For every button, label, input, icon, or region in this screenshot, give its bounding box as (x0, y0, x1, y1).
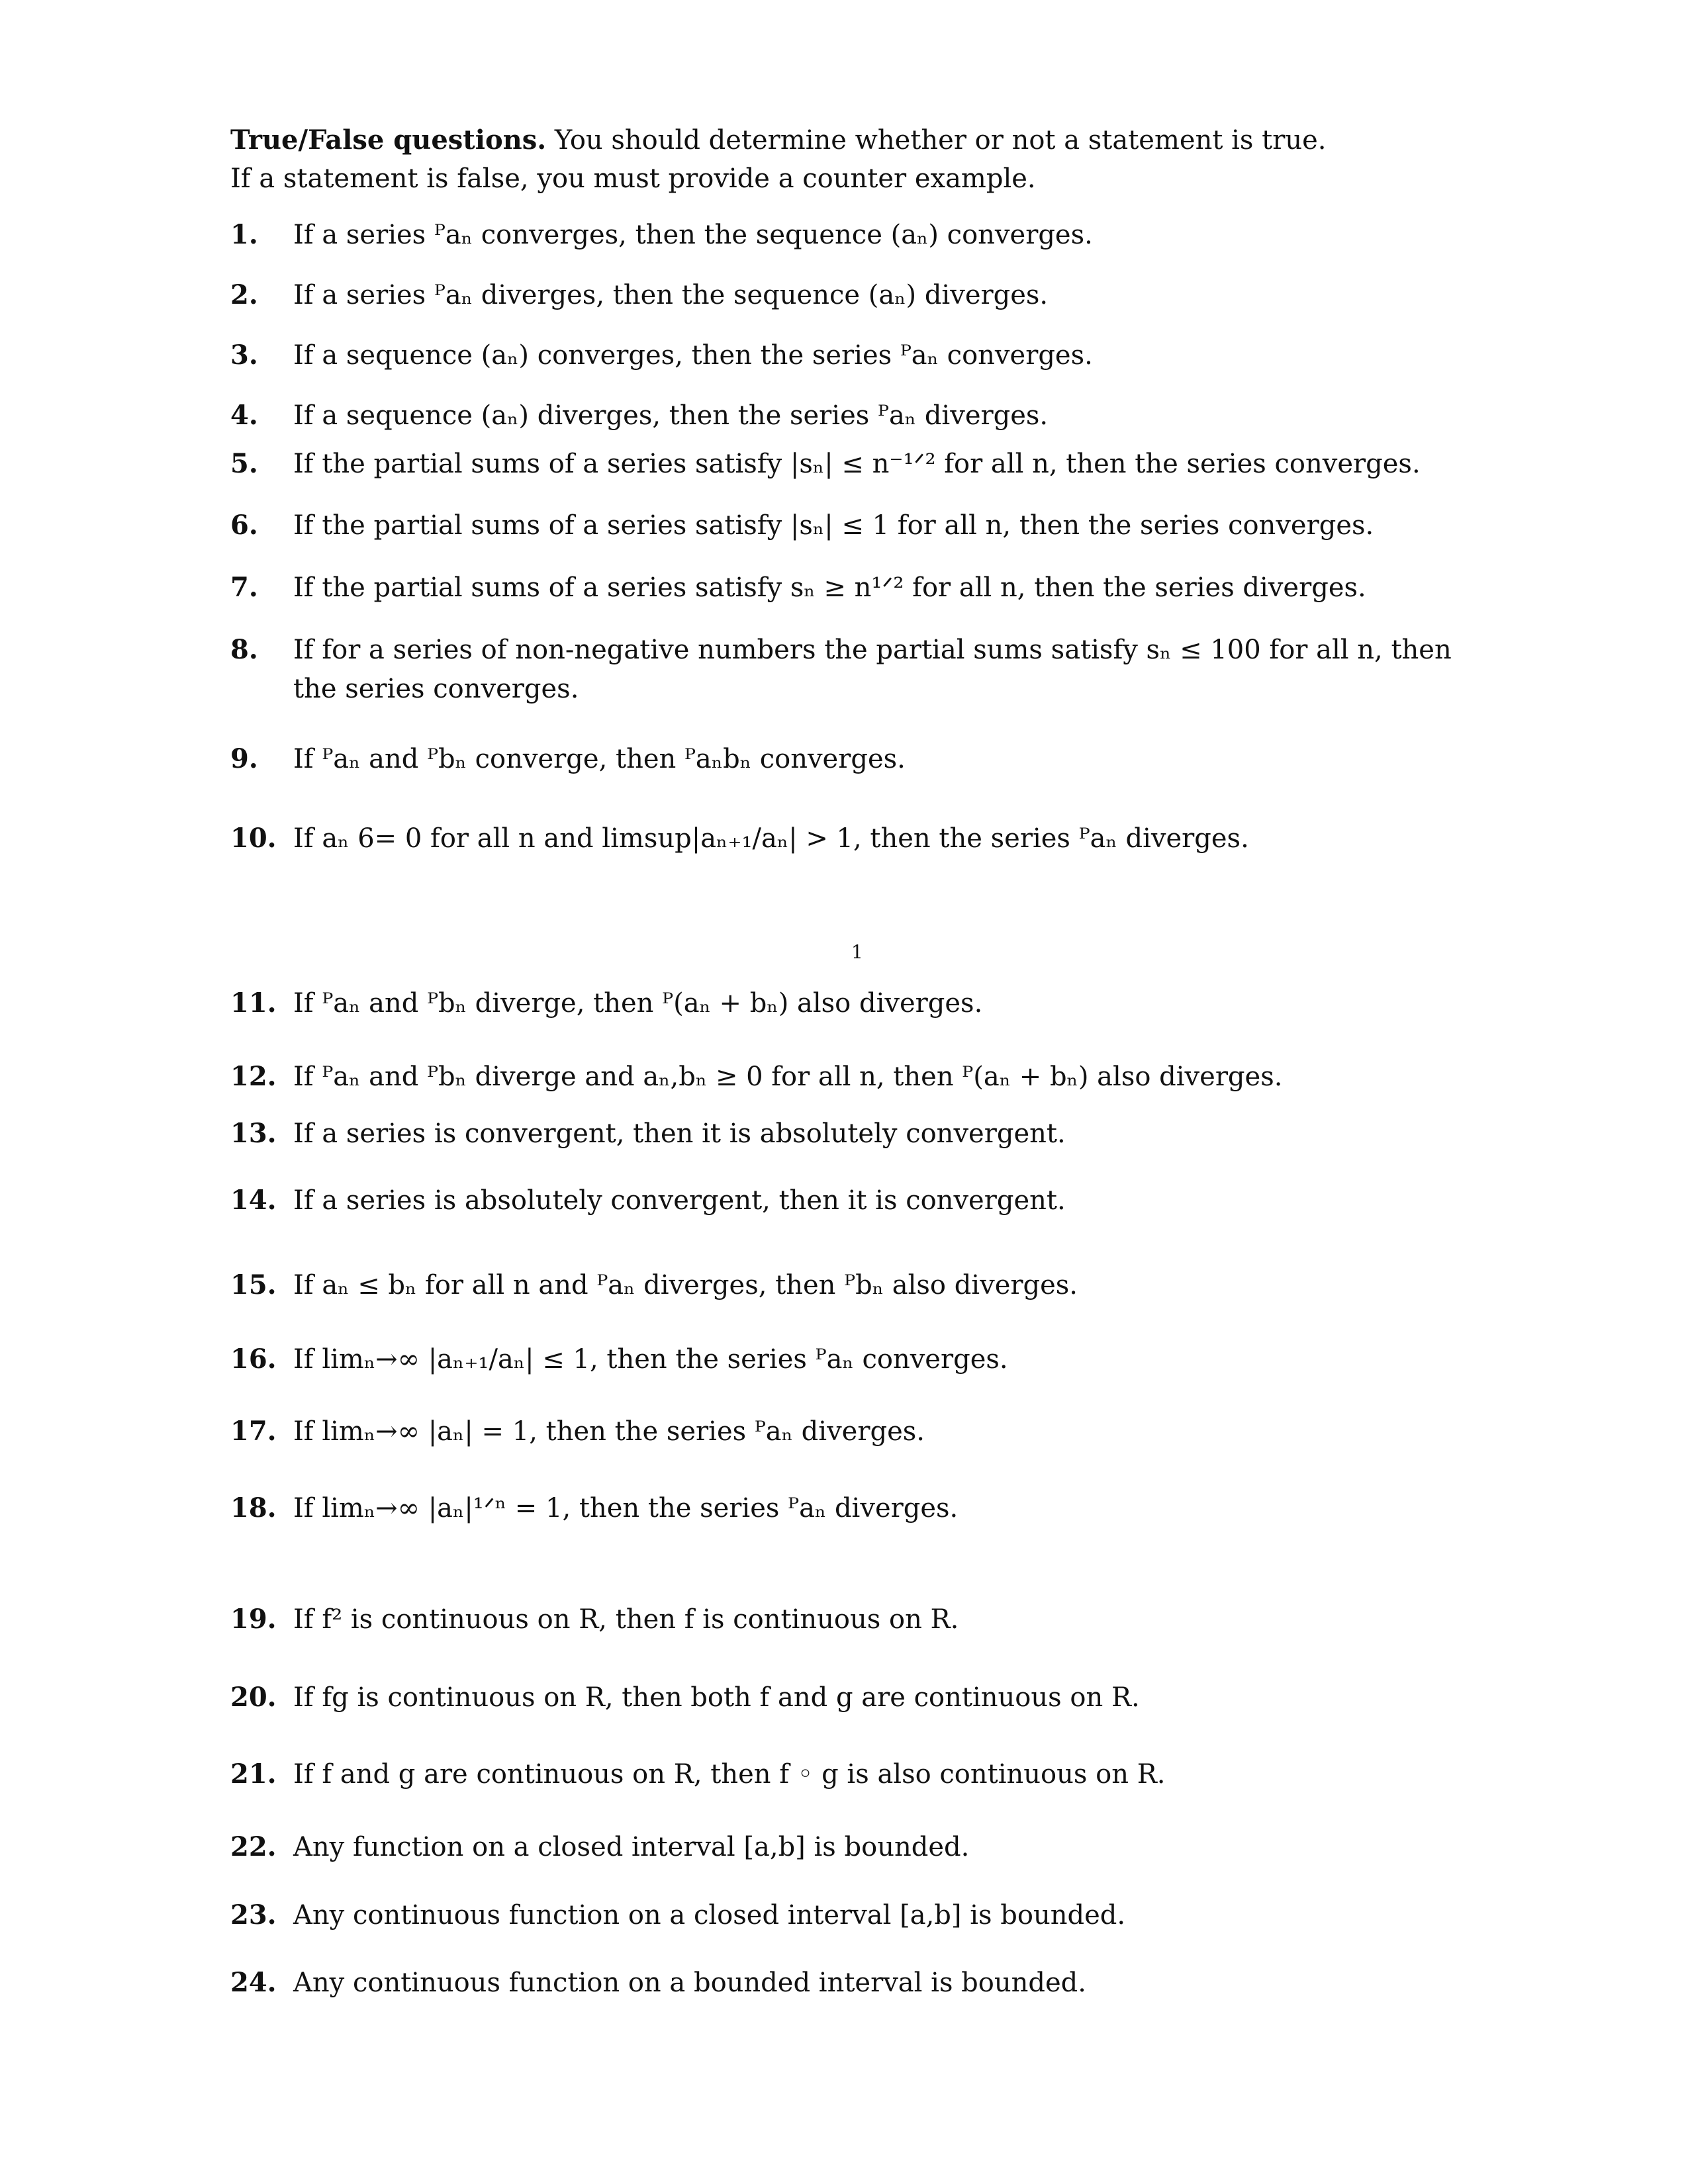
question-number: 4. (230, 400, 258, 431)
question-number: 15. (230, 1269, 277, 1300)
question-number: 7. (230, 572, 258, 603)
question-number: 12. (230, 1061, 277, 1092)
question-text: If the partial sums of a series satisfy sₙ ≥ n¹ᐟ² for all n, then the series diverges. (293, 572, 1366, 603)
question-21 (230, 1755, 1166, 1794)
question-text: If fg is continuous on R, then both f and g are continuous on R. (293, 1682, 1140, 1713)
question-text: If ᴾaₙ and ᴾbₙ diverge and aₙ,bₙ ≥ 0 for all n, then ᴾ(aₙ + bₙ) also diverges. (293, 1062, 1283, 1092)
question-8-continuation: the series converges. (293, 674, 579, 704)
question-7 (230, 569, 1366, 607)
question-text: If aₙ ≤ bₙ for all n and ᴾaₙ diverges, then ᴾbₙ also diverges. (293, 1270, 1078, 1300)
question-5 (230, 445, 1421, 483)
question-10 (230, 819, 1249, 858)
question-number: 3. (230, 340, 258, 371)
question-number: 24. (230, 1967, 277, 1998)
question-number: 1. (230, 219, 258, 250)
question-number: 10. (230, 823, 277, 854)
question-19 (230, 1600, 959, 1639)
question-text: If a sequence (aₙ) converges, then the series ᴾaₙ converges. (293, 340, 1093, 371)
question-6 (230, 506, 1374, 545)
question-number: 9. (230, 743, 258, 774)
question-number: 20. (230, 1682, 277, 1713)
question-number: 17. (230, 1416, 277, 1447)
question-4 (230, 396, 1048, 435)
question-8 (230, 631, 1452, 669)
question-number: 11. (230, 987, 277, 1019)
intro-line-2: If a statement is false, you must provide a counter example. (230, 163, 1036, 194)
question-16 (230, 1340, 1008, 1379)
question-number: 13. (230, 1118, 277, 1149)
intro-heading: True/False questions. (230, 124, 547, 156)
question-12 (230, 1058, 1282, 1096)
question-1 (230, 216, 1093, 254)
question-text: If limₙ→∞ |aₙ₊₁/aₙ| ≤ 1, then the series ᴾaₙ converges. (293, 1344, 1008, 1375)
question-text: If limₙ→∞ |aₙ|¹ᐟⁿ = 1, then the series ᴾaₙ diverges. (293, 1493, 959, 1524)
question-number: 19. (230, 1604, 277, 1635)
question-number: 22. (230, 1831, 277, 1862)
question-text: If f and g are continuous on R, then f ◦ g is also continuous on R. (293, 1759, 1166, 1790)
question-text: If the partial sums of a series satisfy |sₙ| ≤ n⁻¹ᐟ² for all n, then the series converges. (293, 449, 1421, 479)
question-text: If ᴾaₙ and ᴾbₙ diverge, then ᴾ(aₙ + bₙ) also diverges. (293, 988, 983, 1019)
question-text: Any function on a closed interval [a,b] is bounded. (293, 1832, 970, 1862)
question-text: If a sequence (aₙ) diverges, then the series ᴾaₙ diverges. (293, 400, 1049, 431)
question-number: 14. (230, 1185, 277, 1216)
question-text: If for a series of non-negative numbers the partial sums satisfy sₙ ≤ 100 for all n, then (293, 635, 1452, 665)
question-text: If limₙ→∞ |aₙ| = 1, then the series ᴾaₙ diverges. (293, 1416, 925, 1447)
page-number: 1 (851, 941, 863, 963)
question-text: If a series ᴾaₙ diverges, then the sequence (aₙ) diverges. (293, 280, 1049, 310)
question-number: 2. (230, 279, 258, 310)
question-number: 23. (230, 1899, 277, 1931)
intro-line-1 (230, 124, 1327, 156)
question-number: 6. (230, 510, 258, 541)
question-text: If f² is continuous on R, then f is continuous on R. (293, 1604, 959, 1635)
question-number: 5. (230, 448, 258, 479)
question-2 (230, 276, 1048, 314)
question-number: 18. (230, 1492, 277, 1524)
question-text: If aₙ 6= 0 for all n and limsup|aₙ₊₁/aₙ| > 1, then the series ᴾaₙ diverges. (293, 823, 1249, 854)
question-number: 8. (230, 634, 258, 665)
question-24 (230, 1964, 1086, 2002)
intro-text-1: You should determine whether or not a statement is true. (546, 125, 1327, 156)
question-13 (230, 1115, 1066, 1153)
question-20 (230, 1678, 1140, 1717)
question-number: 21. (230, 1758, 277, 1790)
question-9 (230, 740, 906, 778)
question-17 (230, 1412, 925, 1451)
question-22 (230, 1828, 969, 1866)
question-text: Any continuous function on a bounded interval is bounded. (293, 1968, 1086, 1998)
question-number: 16. (230, 1343, 277, 1375)
question-14 (230, 1181, 1066, 1220)
question-text: If a series is absolutely convergent, then it is convergent. (293, 1185, 1066, 1216)
question-3 (230, 336, 1093, 375)
question-15 (230, 1266, 1078, 1304)
question-23 (230, 1896, 1125, 1934)
question-text: Any continuous function on a closed interval [a,b] is bounded. (293, 1900, 1126, 1931)
question-text: If the partial sums of a series satisfy |sₙ| ≤ 1 for all n, then the series converges. (293, 510, 1374, 541)
question-text: If a series is convergent, then it is absolutely convergent. (293, 1118, 1066, 1149)
question-18 (230, 1489, 958, 1527)
question-11 (230, 984, 982, 1023)
question-text: If a series ᴾaₙ converges, then the sequence (aₙ) converges. (293, 220, 1093, 250)
question-text: If ᴾaₙ and ᴾbₙ converge, then ᴾaₙbₙ converges. (293, 744, 906, 774)
